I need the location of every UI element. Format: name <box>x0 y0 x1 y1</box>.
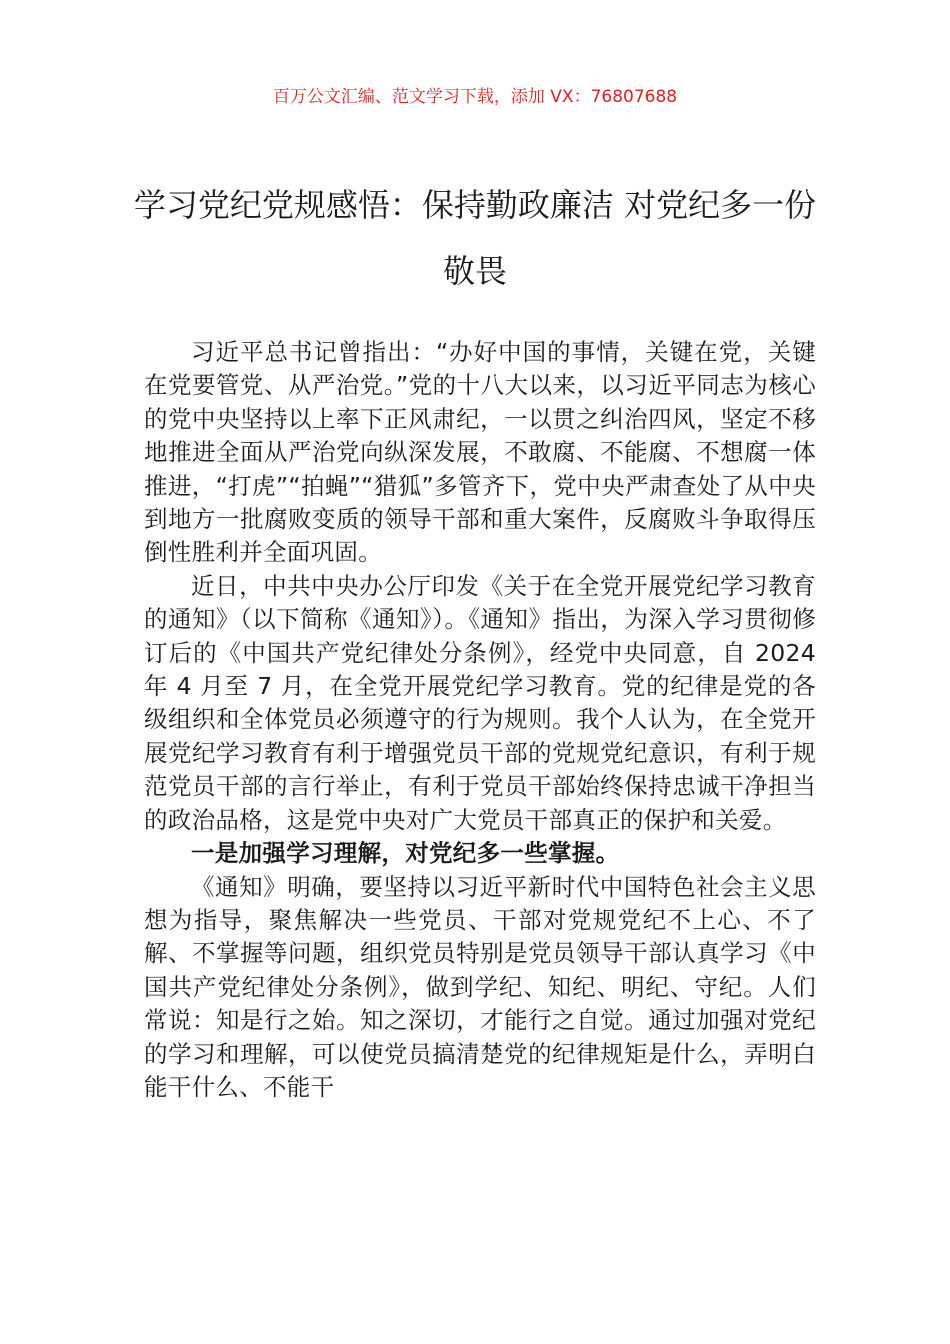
section-heading-1: 一是加强学习理解，对党纪多一些掌握。 <box>191 839 620 868</box>
header-note: 百万公文汇编、范文学习下载，添加 VX：76807688 <box>272 87 678 107</box>
paragraph-1: 习近平总书记曾指出：“办好中国的事情，关键在党，关键在党要管党、从严治党。”党的十八大以来，以习近平同志为核心的党中央坚持以上率下正风肃纪，一以贯之纠治四风，坚定不移地推进全面从严治党向纵深发展，不敢腐、不能腐、不想腐一体推进，“打虎”“拍蝇”“猎狐”多管齐下，党中央严肃查处了从中央到地方一批腐败变质的领导干部和重大案件，反腐败斗争取得压倒性胜利并全面巩固。 <box>144 338 816 567</box>
article-body <box>144 336 816 1104</box>
paragraph-2: 近日，中共中央办公厅印发《关于在全党开展党纪学习教育的通知》（以下简称《通知》）。《通知》指出，为深入学习贯彻修订后的《中国共产党纪律处分条例》，经党中央同意，自 2024 年 4 月至 7 月，在全党开展党纪学习教育。党的纪律是党的各级组织和全体党员必须遵守的行为规则。我个人认为，在全党开展党纪学习教育有利于增强党员干部的党规党纪意识，有利于规范党员干部的言行举止，有利于党员干部始终保持忠诚干净担当的政治品格，这是党中央对广大党员干部真正的保护和关爱。 <box>144 571 816 834</box>
page-title: 学习党纪党规感悟：保持勤政廉洁 对党纪多一份敬畏 <box>133 186 817 290</box>
paragraph-3: 《通知》明确，要坚持以习近平新时代中国特色社会主义思想为指导，聚焦解决一些党员、干部对党规党纪不上心、不了解、不掌握等问题，组织党员特别是党员领导干部认真学习《中国共产党纪律处分条例》，做到学纪、知纪、明纪、守纪。人们常说：知是行之始。知之深切，才能行之自觉。通过加强对党纪的学习和理解，可以使党员搞清楚党的纪律规矩是什么，弄明白能干什么、不能干 <box>144 872 816 1101</box>
